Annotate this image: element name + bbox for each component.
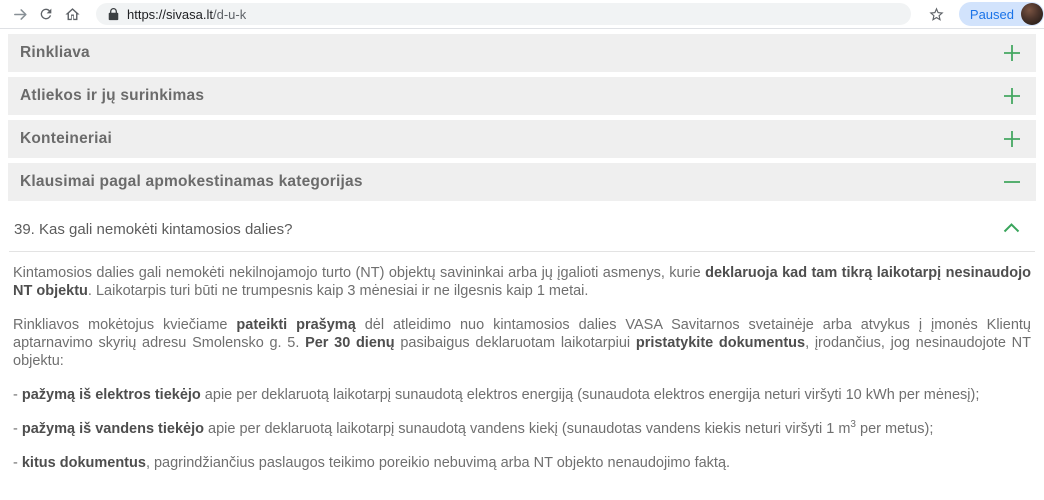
answer-paragraph: Kintamosios dalies gali nemokėti nekilnojamojo turto (NT) objektų savininkai arba jų įgalioti asmenys, kurie deklaruoja kad tam tikrą laikotarpį nesinaudojo NT objektu. Laikotarpis turi būti ne trumpesnis kaip 3 mėnesiai ir ne ilgesnis kaip 1 metai. (13, 265, 1032, 299)
url-text (127, 7, 246, 22)
paused-label: Paused (969, 6, 1014, 22)
accordion-item-konteineriai[interactable] (8, 120, 1036, 158)
accordion-item-klausimai[interactable] (8, 163, 1036, 201)
plus-icon[interactable] (1002, 129, 1022, 149)
faq-answer (13, 264, 1031, 472)
profile-paused-badge[interactable] (959, 2, 1044, 26)
answer-list-item: - pažymą iš elektros tiekėjo apie per deklaruotą laikotarpį sunaudotą elektros energiją (sunaudota elektros energija neturi viršyti 10 kWh per mėnesį); (13, 387, 980, 403)
faq-question: 39. Kas gali nemokėti kintamosios dalies? (14, 220, 293, 238)
accordion-item-atliekos[interactable] (8, 77, 1036, 115)
browser-toolbar (0, 0, 1044, 29)
accordion (0, 34, 1044, 201)
accordion-item-rinkliava[interactable] (8, 34, 1036, 72)
forward-icon[interactable] (10, 4, 30, 24)
answer-paragraph: Rinkliavos mokėtojus kviečiame pateikti prašymą dėl atleidimo nuo kintamosios dalies VASA Savitarnos svetainėje arba atvykus į įmonės Klientų aptarnavimo skyrių adresu Smolensko g. 5. Per 30 dienų pasibaigus deklaruotam laikotarpiui pristatykite dokumentus, įrodančius, jog nesinaudojote NT objektu: (13, 317, 1032, 369)
answer-list-item: - kitus dokumentus, pagrindžiančius paslaugos teikimo poreikio nebuvimą arba NT objekto nenaudojimo faktą. (13, 455, 731, 471)
plus-icon[interactable] (1002, 86, 1022, 106)
home-icon[interactable] (62, 4, 82, 24)
bookmark-star-icon[interactable] (927, 4, 947, 24)
accordion-item-label: Konteineriai (20, 130, 112, 147)
url-bar[interactable] (96, 3, 911, 25)
minus-icon[interactable] (1002, 172, 1022, 192)
plus-icon[interactable] (1002, 43, 1022, 63)
reload-icon[interactable] (36, 4, 56, 24)
url-domain: https://sivasa.lt (127, 6, 213, 22)
lock-icon (108, 8, 119, 21)
accordion-item-label: Rinkliava (20, 44, 90, 61)
chevron-up-icon[interactable] (1003, 220, 1020, 238)
accordion-item-label: Klausimai pagal apmokestinamas kategorijas (20, 173, 363, 190)
avatar[interactable] (1021, 3, 1043, 25)
answer-list-item: - pažymą iš vandens tiekėjo apie per deklaruotą laikotarpį sunaudotą vandens kiekį (sunaudotas vandens kiekis neturi viršyti 1 $m^3$ per metus); (13, 419, 934, 437)
faq-panel (0, 201, 1044, 472)
faq-question-row[interactable] (9, 201, 1035, 252)
accordion-item-label: Atliekos ir jų surinkimas (20, 87, 205, 104)
url-path: /d-u-k (212, 6, 247, 22)
